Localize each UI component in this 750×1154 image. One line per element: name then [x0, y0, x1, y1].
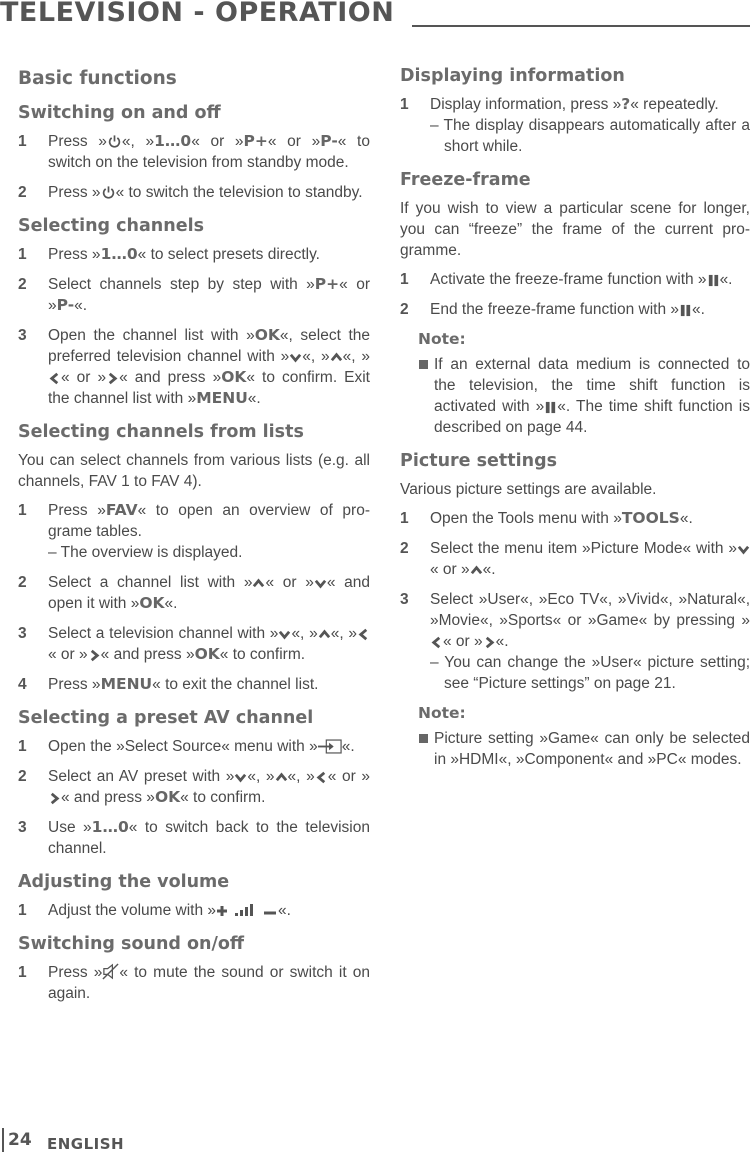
preset-step-1	[18, 736, 370, 757]
pause-icon	[707, 274, 720, 287]
arrow-down-icon	[234, 771, 247, 784]
picture-step-3	[400, 589, 750, 694]
step-number: 1	[400, 96, 409, 113]
step-text: Display information, press »?« repeatedly. – The display disappears automatically after a short while.	[430, 95, 750, 155]
picture-note-title: Note:	[418, 704, 466, 722]
freeze-note-title: Note:	[418, 330, 466, 348]
step-text: Press » « to switch the television to standby.	[48, 184, 363, 201]
arrow-up-icon	[470, 564, 483, 577]
freeze-intro: If you wish to view a particular scene for longer, you can “freeze” the frame of the current pro-gramme.	[400, 200, 750, 259]
source-icon	[318, 739, 342, 754]
page-number: 24	[8, 1130, 32, 1150]
arrow-right-icon	[48, 792, 61, 805]
info-heading: Displaying information	[400, 66, 625, 86]
step-number: 3	[18, 625, 27, 642]
lists-step-2	[18, 572, 370, 614]
lists-step-1	[18, 500, 370, 563]
picture-heading: Picture settings	[400, 451, 558, 471]
pause-icon	[544, 401, 557, 414]
arrow-up-icon	[252, 577, 265, 590]
step-number: 1	[400, 271, 409, 288]
step-text: Press »1…0« to select presets directly.	[48, 245, 320, 263]
picture-note: Picture setting »Game« can only be selected in »HDMI«, »Component« and »PC« modes.	[418, 728, 750, 770]
preset-step-3	[18, 817, 370, 859]
arrow-right-icon	[88, 649, 101, 662]
step-number: 3	[18, 327, 27, 344]
page-header	[0, 0, 750, 34]
power-icon	[101, 185, 116, 200]
arrow-left-icon	[315, 771, 328, 784]
selecting-heading: Selecting channels	[18, 216, 204, 236]
step-text: Press »MENU« to exit the channel list.	[48, 675, 319, 693]
step-text: Select a channel list with » « or » « and open it with »OK«.	[48, 574, 371, 612]
step-text: Use »1…0« to switch back to the television channel.	[48, 818, 370, 857]
step-number: 1	[18, 902, 27, 919]
switching-step-2	[18, 182, 370, 203]
info-step-1	[400, 94, 750, 157]
arrow-down-icon	[314, 577, 327, 590]
bullet-square-icon	[419, 734, 428, 743]
step-text: Select a television channel with » «, » «, »« or » « and press »OK« to confirm.	[48, 623, 370, 665]
selecting-step-3	[18, 325, 370, 409]
arrow-down-icon	[737, 543, 750, 556]
step-number: 4	[18, 676, 27, 693]
step-text: Press »FAV« to open an overview of pro-grame tables. – The overview is displayed.	[48, 501, 370, 561]
arrow-up-icon	[330, 351, 343, 364]
step-number: 2	[400, 301, 409, 318]
arrow-left-icon	[357, 628, 370, 641]
volume-heading: Adjusting the volume	[18, 872, 230, 892]
step-text: Open the »Select Source« menu with » «.	[48, 738, 355, 755]
arrow-right-icon	[483, 636, 496, 649]
step-number: 2	[18, 574, 27, 591]
arrow-up-icon	[318, 628, 331, 641]
step-text: Press » «, »1…0« or »P+« or »P-« to switch on the television from standby mode.	[48, 132, 370, 171]
step-text: Open the channel list with »OK«, select the preferred television channel with » «, » «, »« or » « and press »OK« to confirm. Exit the channel list with »MENU«.	[48, 326, 371, 407]
picture-intro: Various picture settings are available.	[400, 481, 657, 498]
step-text: End the freeze-frame function with » «.	[430, 301, 705, 318]
volume-step-1	[18, 900, 370, 921]
step-result: – The overview is displayed.	[48, 544, 243, 561]
left-column	[18, 60, 370, 1013]
arrow-down-icon	[278, 628, 291, 641]
selecting-step-1	[18, 244, 370, 265]
pause-icon	[679, 304, 692, 317]
step-number: 1	[400, 510, 409, 527]
step-number: 1	[18, 738, 27, 755]
step-number: 2	[18, 276, 27, 293]
step-result: – You can change the »User« picture setting; see “Picture settings” on page 21.	[430, 654, 750, 692]
step-number: 3	[18, 819, 27, 836]
freeze-step-2	[400, 299, 750, 320]
switching-heading: Switching on and off	[18, 103, 221, 123]
step-number: 2	[400, 540, 409, 557]
freeze-heading: Freeze-frame	[400, 170, 531, 190]
step-number: 1	[18, 964, 27, 981]
lists-intro: You can select channels from various lists (e.g. all channels, FAV 1 to FAV 4).	[18, 452, 370, 490]
header-rule	[412, 25, 750, 27]
arrow-right-icon	[106, 372, 119, 385]
arrow-down-icon	[289, 351, 302, 364]
lists-step-3	[18, 623, 370, 665]
step-text: Select channels step by step with »P+« or »P-«.	[48, 275, 370, 314]
sound-heading: Switching sound on/off	[18, 934, 245, 954]
picture-step-2	[400, 538, 750, 580]
preset-step-2	[18, 766, 370, 808]
picture-step-1	[400, 508, 750, 529]
preset-heading: Selecting a preset AV channel	[18, 708, 314, 728]
step-text: Adjust the volume with » «.	[48, 902, 291, 919]
power-icon	[107, 134, 122, 149]
step-text: Activate the freeze-frame function with » «.	[430, 271, 733, 288]
step-number: 3	[400, 591, 409, 608]
lists-step-4	[18, 674, 370, 695]
step-text: Select an AV preset with » «, » «, » « or »« and press »OK« to confirm.	[48, 768, 370, 806]
footer-language: ENGLISH	[47, 1135, 125, 1153]
step-text: Press » « to mute the sound or switch it on again.	[48, 964, 370, 1002]
step-number: 1	[18, 502, 27, 519]
freeze-note: If an external data medium is connected to the television, the time shift function is activated with » «. The time shift function is described on page 44.	[418, 354, 750, 438]
freeze-step-1	[400, 269, 750, 290]
switching-step-1	[18, 131, 370, 173]
step-number: 2	[18, 184, 27, 201]
step-number: 1	[18, 246, 27, 263]
lists-heading: Selecting channels from lists	[18, 422, 304, 442]
right-column	[400, 60, 750, 778]
page-footer	[0, 1124, 200, 1154]
step-text: Open the Tools menu with »TOOLS«.	[430, 509, 693, 527]
step-text: Select the menu item »Picture Mode« with »« or » «.	[430, 538, 750, 580]
arrow-up-icon	[275, 771, 288, 784]
volume-icon	[216, 902, 278, 918]
page-title: TELEVISION - OPERATION	[0, 0, 395, 28]
basic-functions-heading: Basic functions	[18, 68, 177, 89]
step-number: 1	[18, 133, 27, 150]
bullet-square-icon	[419, 360, 428, 369]
mute-icon	[102, 963, 119, 980]
selecting-step-2	[18, 274, 370, 316]
arrow-left-icon	[48, 372, 61, 385]
footer-rule	[2, 1128, 4, 1152]
step-number: 2	[18, 768, 27, 785]
step-text: Select »User«, »Eco TV«, »Vivid«, »Natural«, »Movie«, »Sports« or »Game« by pressing »« or » «. – You can change the »User« picture setting; see “Picture settings” on page 21.	[430, 591, 750, 692]
arrow-left-icon	[430, 636, 443, 649]
sound-step-1	[18, 962, 370, 1004]
step-result: – The display disappears automatically after a short while.	[430, 117, 750, 155]
